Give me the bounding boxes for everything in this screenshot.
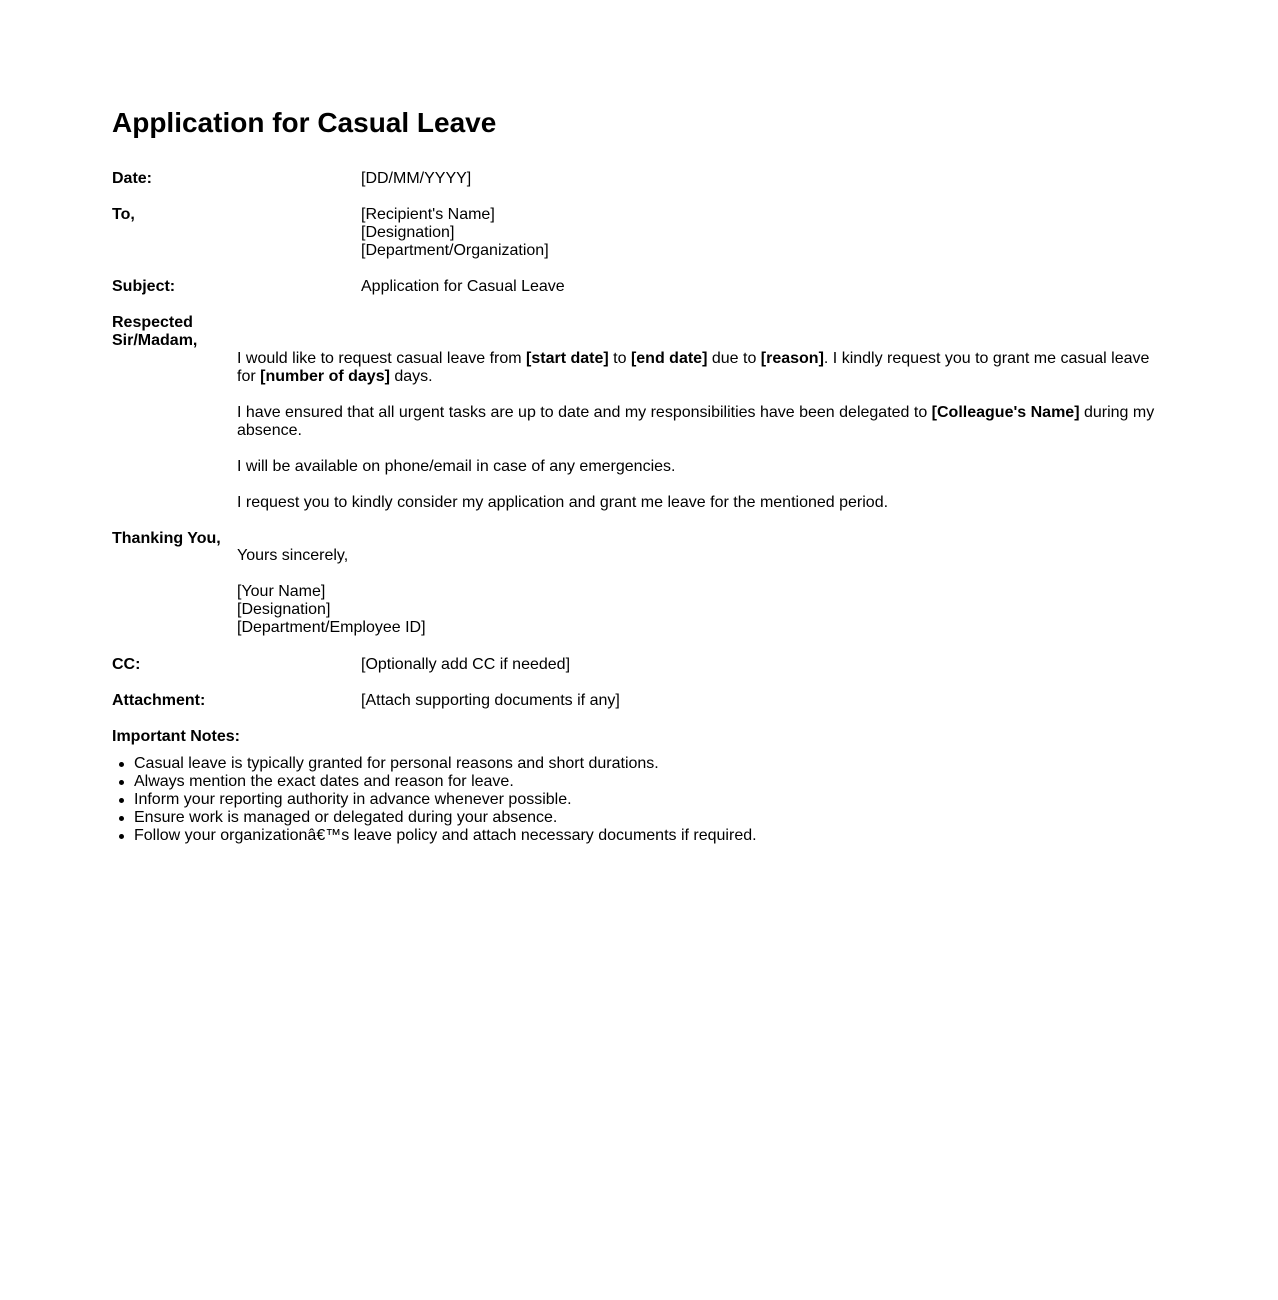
list-item: Inform your reporting authority in advance whenever possible.: [134, 791, 757, 809]
page-title: Application for Casual Leave: [112, 107, 497, 138]
colleague-placeholder: [Colleague's Name]: [931, 404, 1080, 421]
body-paragraph-availability: I will be available on phone/email in case of any emergencies.: [237, 458, 676, 475]
days-placeholder: [number of days]: [260, 368, 390, 385]
recipient-name: [Recipient's Name]: [361, 206, 495, 223]
body-paragraph-request-consider: I request you to kindly consider my application and grant me leave for the mentioned period.: [237, 494, 889, 511]
text-segment: to: [608, 350, 631, 367]
letter-body: [237, 350, 1172, 512]
body-paragraph-delegation: [237, 404, 1172, 440]
cc-label: CC:: [112, 656, 141, 673]
text-segment: days.: [389, 368, 433, 385]
text-segment: I have ensured that all urgent tasks are up to date and my responsibilities have been delegated to: [237, 404, 932, 421]
recipient-organization: [Department/Organization]: [361, 242, 549, 259]
list-item: Always mention the exact dates and reason for leave.: [134, 773, 757, 791]
subject-value: Application for Casual Leave: [361, 278, 565, 295]
date-value: [DD/MM/YYYY]: [361, 170, 472, 187]
attachment-label: Attachment:: [112, 692, 206, 709]
list-item: Follow your organizationâ€™s leave policy and attach necessary documents if required.: [134, 827, 757, 844]
signature-block: [237, 547, 426, 637]
recipient-designation: [Designation]: [361, 224, 455, 241]
sender-department: [Department/Employee ID]: [237, 619, 426, 636]
salutation: [112, 314, 197, 350]
text-segment: . I kindly request you to grant me casual leave for: [237, 350, 1150, 385]
closing-label: Thanking You,: [112, 530, 221, 547]
body-paragraph-request: [237, 350, 1172, 386]
notes-heading: Important Notes:: [112, 728, 240, 745]
text-segment: during my absence.: [237, 404, 1155, 439]
subject-label: Subject:: [112, 278, 176, 295]
sender-designation: [Designation]: [237, 601, 331, 618]
list-item: Casual leave is typically granted for personal reasons and short durations.: [134, 755, 757, 773]
text-segment: I would like to request casual leave from: [237, 350, 527, 367]
start-date-placeholder: [start date]: [526, 350, 609, 367]
to-label: To,: [112, 206, 135, 223]
recipient-block: [361, 206, 549, 260]
end-date-placeholder: [end date]: [630, 350, 708, 367]
cc-value: [Optionally add CC if needed]: [361, 656, 571, 673]
sender-name: [Your Name]: [237, 583, 326, 600]
reason-placeholder: [reason]: [760, 350, 824, 367]
notes-list: [112, 755, 757, 845]
salutation-line-1: Respected: [112, 314, 193, 331]
attachment-value: [Attach supporting documents if any]: [361, 692, 620, 709]
yours-sincerely: Yours sincerely,: [237, 547, 349, 564]
salutation-line-2: Sir/Madam,: [112, 332, 198, 349]
text-segment: due to: [707, 350, 761, 367]
date-label: Date:: [112, 170, 153, 187]
list-item: Ensure work is managed or delegated during your absence.: [134, 809, 757, 827]
